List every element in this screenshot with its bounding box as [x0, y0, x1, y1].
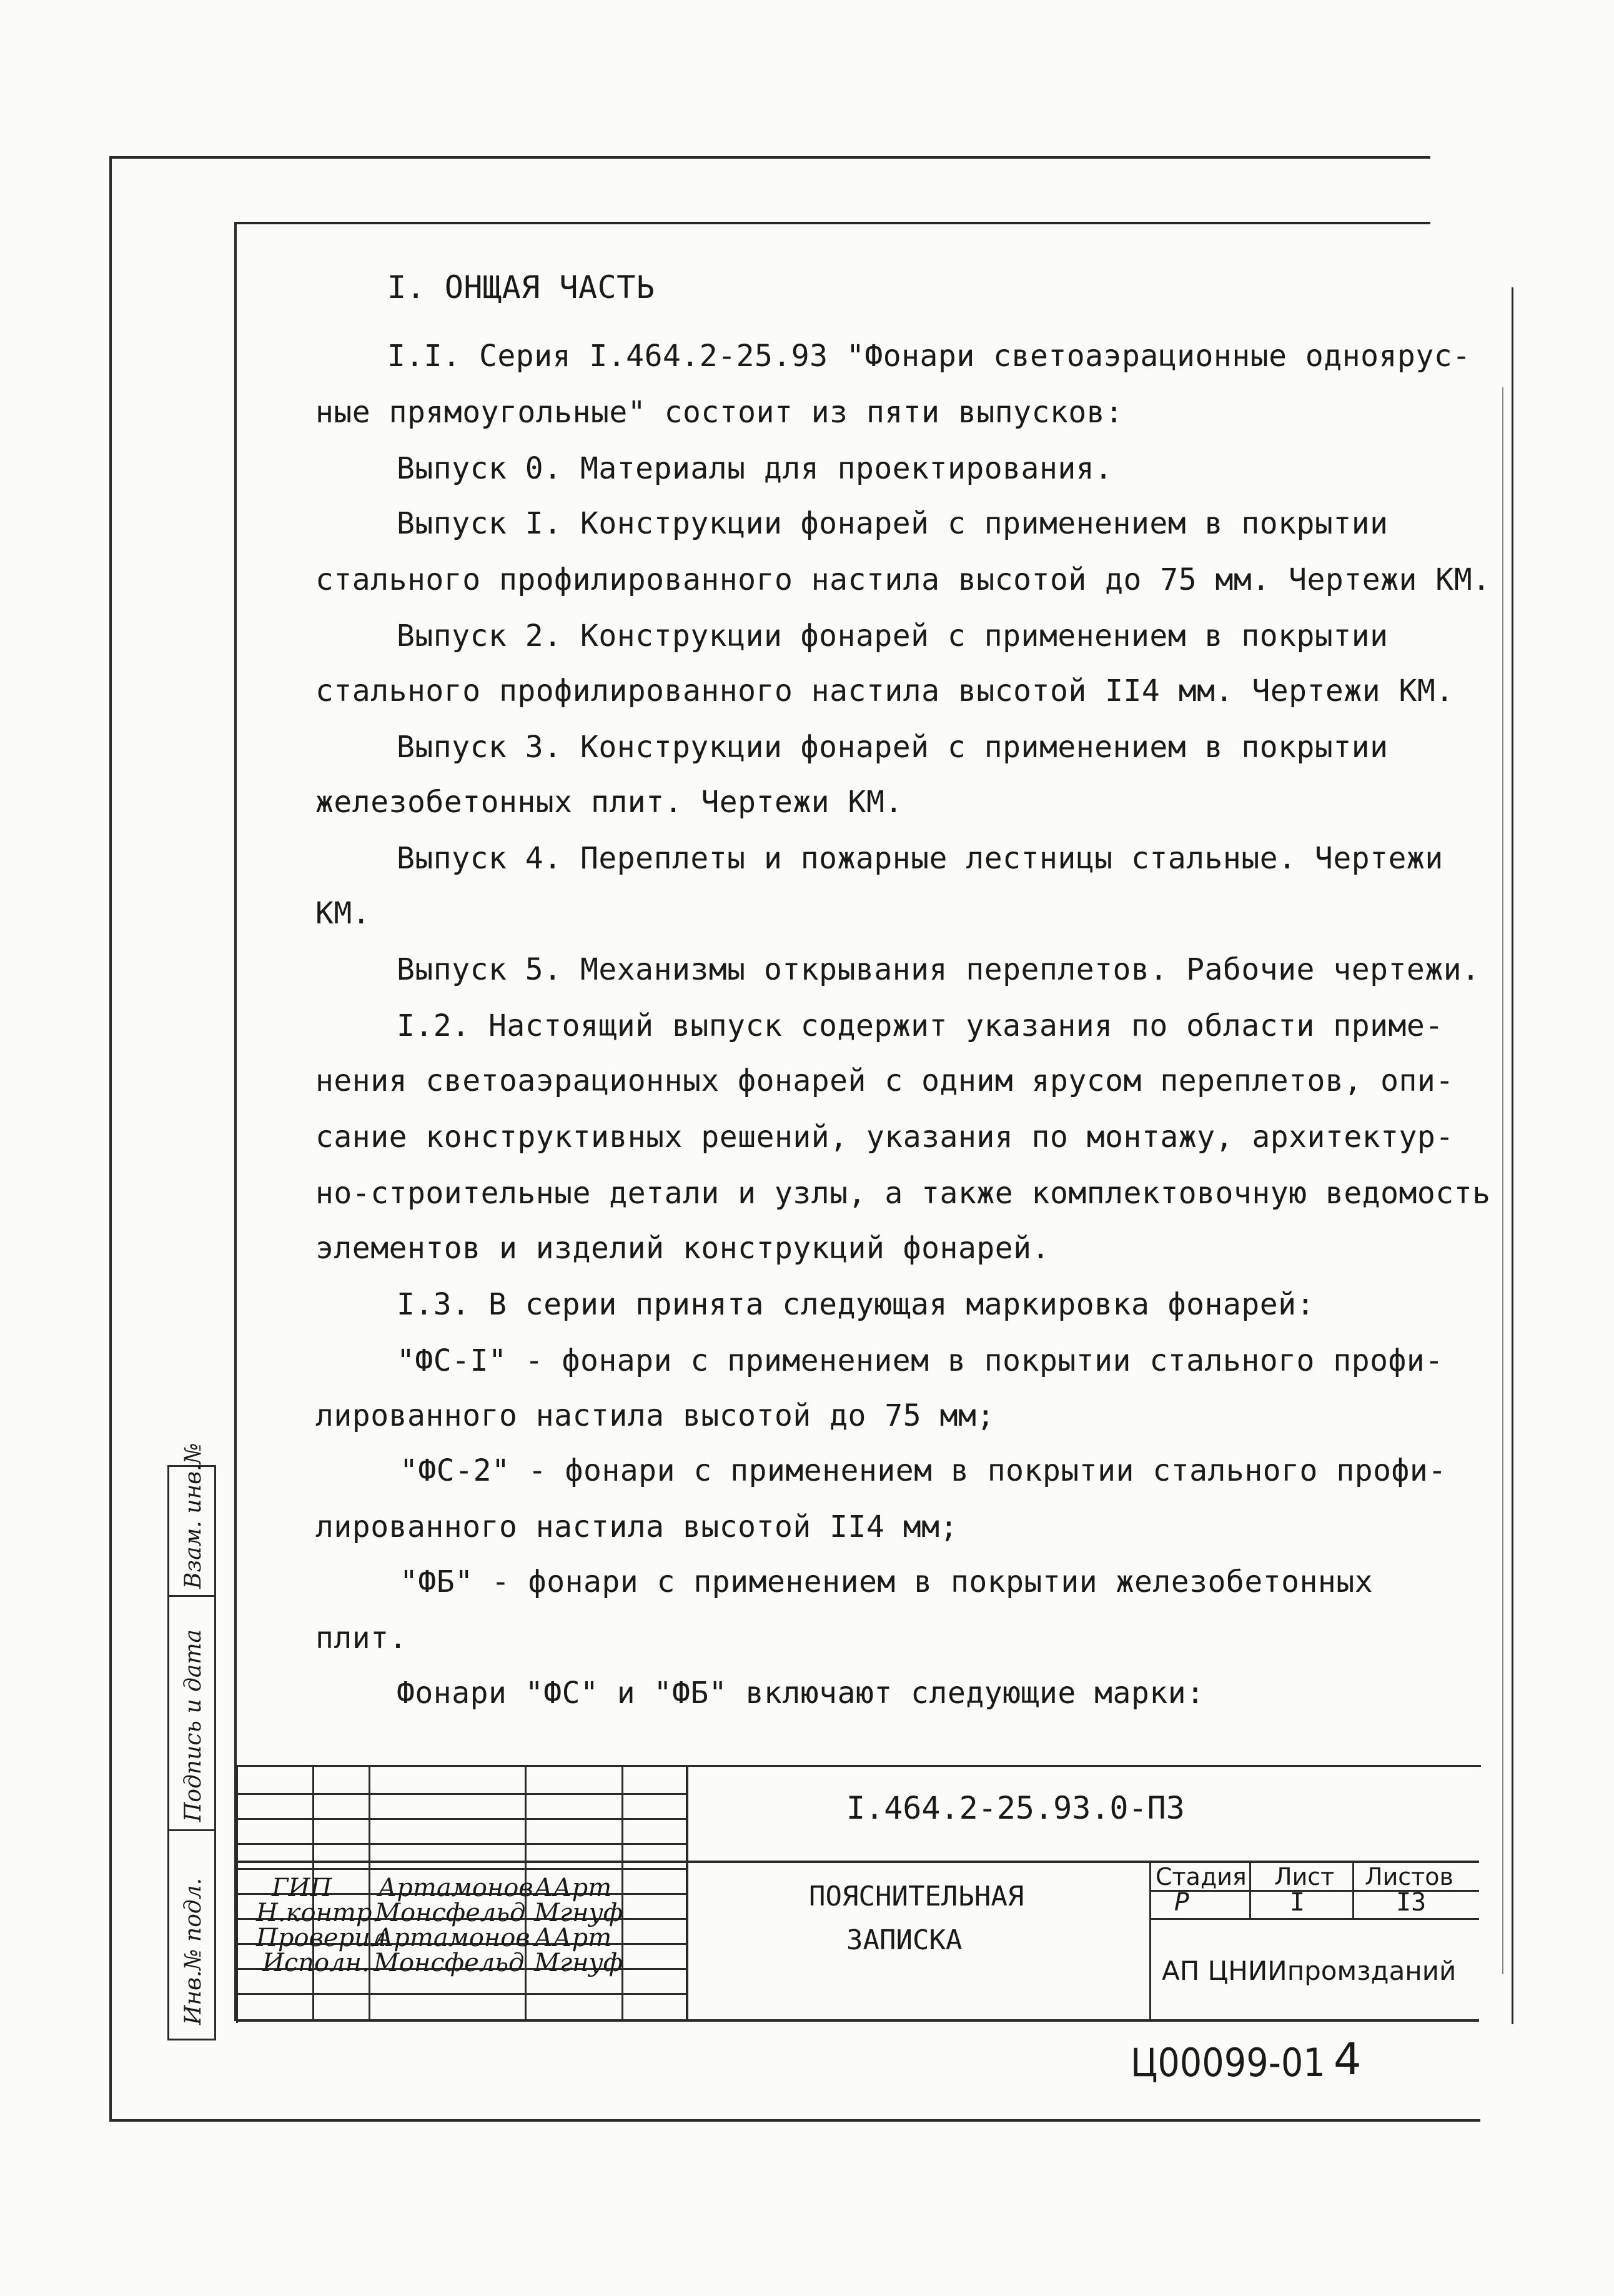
body-line: стального профилированного настила высотой до 75 мм. Чертежи КМ. — [315, 562, 1491, 597]
stamp-hline-bottom — [236, 2019, 1479, 2022]
section-heading: I. ОНЩАЯ ЧАСТЬ — [387, 269, 655, 306]
stamp-hline — [236, 1993, 686, 1995]
body-line: железобетонных плит. Чертежи КМ. — [315, 785, 903, 820]
outer-frame-left — [109, 156, 112, 2121]
stamp-vline — [369, 1765, 370, 2021]
archive-number: Ц00099-01 — [1131, 2040, 1325, 2085]
body-line: элементов и изделий конструкций фонарей. — [315, 1231, 1050, 1266]
inner-frame-right — [1512, 287, 1513, 2024]
page-number: 4 — [1334, 2034, 1362, 2085]
signer-signature: Мгнуф — [534, 1949, 623, 1977]
body-line: Выпуск 4. Переплеты и пожарные лестницы стальные. Чертежи — [397, 841, 1443, 876]
inner-frame-left — [234, 222, 237, 2021]
body-line: сание конструктивных решений, указания по монтажу, архитектур- — [315, 1120, 1454, 1155]
body-line: I.3. В серии принята следующая маркировка фонарей: — [397, 1287, 1315, 1322]
outer-frame-top — [109, 156, 1430, 159]
stamp-hline — [236, 1843, 686, 1845]
stamp-vline — [1149, 1862, 1151, 2021]
signer-role: ГИП — [272, 1874, 332, 1902]
stamp-vline — [621, 1765, 623, 2021]
document-designation: I.464.2-25.93.0-ПЗ — [846, 1790, 1185, 1826]
body-line: но-строительные детали и узлы, а также комплектовочную ведомость — [315, 1176, 1491, 1211]
side-label-signature: Подпись и дата — [181, 1629, 206, 1822]
body-line: I.I. Серия I.464.2-25.93 "Фонари светоаэрационные одноярус- — [387, 339, 1471, 374]
side-label-replacement: Взам. инв.№ — [181, 1443, 206, 1589]
body-line: "ФС-2" - фонари с применением в покрытии стального профи- — [400, 1453, 1447, 1488]
stamp-hline — [236, 1818, 686, 1820]
side-label-inventory: Инв.№ подл. — [181, 1877, 206, 2025]
stage-header: Стадия — [1156, 1863, 1247, 1891]
signer-name: Монсфельд — [375, 1899, 526, 1927]
signer-name: Монсфельд — [374, 1949, 525, 1977]
signer-name: Артамонов — [378, 1874, 533, 1902]
body-line: "ФБ" - фонари с применением в покрытии железобетонных — [400, 1564, 1374, 1599]
signer-signature: ААрт — [534, 1874, 612, 1902]
body-line: "ФС-I" - фонари с применением в покрытии стального профи- — [397, 1343, 1443, 1378]
document-title-line2: ЗАПИСКА — [846, 1924, 963, 1956]
body-line: Выпуск 3. Конструкции фонарей с применением в покрытии — [397, 730, 1389, 765]
signer-name: Артамонов — [375, 1924, 530, 1952]
body-line: Выпуск 0. Материалы для проектирования. — [397, 451, 1113, 486]
body-line: Выпуск I. Конструкции фонарей с применением в покрытии — [397, 506, 1389, 541]
stamp-vline-main — [686, 1765, 688, 2021]
signer-role: Н.контр. — [256, 1899, 380, 1927]
body-line: Фонари "ФС" и "ФБ" включают следующие марки: — [397, 1676, 1205, 1711]
stamp-hline — [236, 1868, 686, 1870]
body-line: лированного настила высотой до 75 мм; — [315, 1398, 995, 1433]
stamp-hline — [236, 1793, 686, 1795]
side-cell-replacement — [169, 1443, 214, 1597]
body-line: I.2. Настоящий выпуск содержит указания по области приме- — [397, 1008, 1443, 1043]
stamp-vline — [1352, 1862, 1354, 1920]
sheets-header: Листов — [1365, 1863, 1453, 1891]
body-line: Выпуск 5. Механизмы открывания переплетов. Рабочие чертежи. — [397, 952, 1480, 987]
stamp-vline — [1249, 1862, 1251, 1920]
inner-frame-right-faint — [1502, 387, 1503, 1974]
organization-name: АП ЦНИИпромзданий — [1162, 1956, 1457, 1986]
body-line: Выпуск 2. Конструкции фонарей с применением в покрытии — [397, 619, 1389, 654]
body-line: стального профилированного настила высотой II4 мм. Чертежи КМ. — [315, 673, 1454, 708]
side-cell-inventory — [169, 1831, 214, 2036]
side-cell-signature — [169, 1597, 214, 1831]
body-line: лированного настила высотой II4 мм; — [315, 1509, 958, 1544]
outer-frame-bottom — [109, 2119, 1480, 2122]
stage-value: Р — [1174, 1888, 1190, 1917]
signer-signature: ААрт — [534, 1924, 612, 1952]
body-line: нения светоаэрационных фонарей с одним ярусом переплетов, опи- — [315, 1063, 1454, 1098]
side-strip — [167, 1443, 216, 2040]
body-line: плит. — [315, 1621, 407, 1656]
signer-role: Проверил — [256, 1924, 387, 1952]
sheets-value: I3 — [1396, 1888, 1427, 1917]
sheet-header: Лист — [1274, 1863, 1335, 1891]
document-title-line1: ПОЯСНИТЕЛЬНАЯ — [809, 1881, 1024, 1912]
body-line: КМ. — [315, 896, 371, 931]
sheet-value: I — [1290, 1888, 1305, 1917]
inner-frame-top — [234, 222, 1430, 224]
stamp-hline — [1149, 1918, 1479, 1920]
signer-signature: Мгнуф — [534, 1899, 623, 1927]
body-line: ные прямоугольные" состоит из пяти выпусков: — [315, 395, 1124, 430]
signer-role: Исполн. — [262, 1949, 370, 1977]
